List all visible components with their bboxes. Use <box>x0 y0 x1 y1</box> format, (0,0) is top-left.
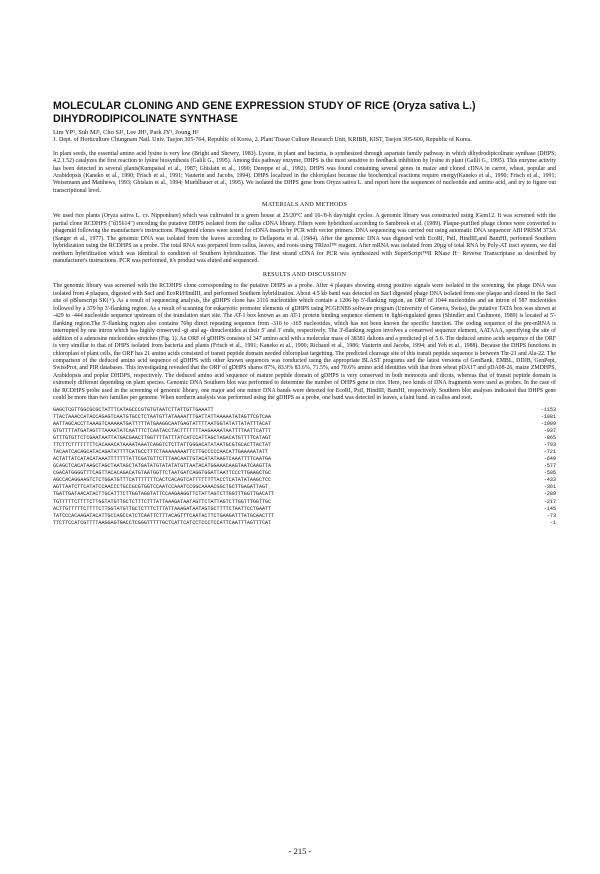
sequence-text: TACAATCACAGCATACAGATATTTTCATGCCTTTCTAAAAAAAATTCTTGCCCCCAACATTGAAAAATATT <box>53 449 269 456</box>
page-number: - 215 - <box>288 846 312 856</box>
sequence-text: TTACTAAACCATACCAGAGTCAATGTGCCTCTAATGTTATAAAATTTGATTATTAAAAATATAGTTCGTCAA <box>53 413 272 420</box>
sequence-text: GTGTTTTATGATAGTTTAAAATATCAATTTCTCAATACCTACTTTTTTTAAGAAAATAATTTTAATTCATTT <box>53 427 272 434</box>
sequence-position: -361 <box>543 484 556 491</box>
sequence-position: -433 <box>543 477 556 484</box>
sequence-line <box>53 484 556 491</box>
sequence-text: AGTTAATCTTCATATCCAACCCTGCCGCGTGGTCCAATCCAAATCCGGCAAAACGGCTGCTTGAGATTAGT <box>53 484 269 491</box>
sequence-text: TATCCCACAAGATACATTGCCAGCCATCTCAATTCTTTACAGTTTCAATACTTCTGAAGATTTATGCAACTTT <box>53 512 275 519</box>
sequence-line <box>53 506 556 513</box>
sequence-position: -217 <box>543 498 556 505</box>
paper-page <box>53 100 556 527</box>
sequence-text: CGACATGGGGTTTCAGTTACACAGACATGTAATGGTTCTAATGATCAGGTGGATTAATTCCCTTGAAGCTGC <box>53 470 272 477</box>
sequence-line <box>53 435 556 442</box>
methods-paragraph: We used rice plants (Oryza sativa L. cv. Nipponbare) which was cultivated in a green house at 25/20°C and 16-/8-h day/night cycles. A genomic library was constructed using lGem12. It was screened with the partial clone RCDHPS ("d15614") encoding the putative DHPS isolated from the callus cDNA library. Filters were hybridized according to Sambrook et al. (1989). Plaque-purified phage clones were converted to phagemid following the manufacture's instructions. Phagemid clones were tested for cDNA inserts by PCR with vector primers. DNA sequencing was carried out using automatic DNA sequencer ABI PRISM 373A (Sanger et al., 1977). The genomic DNA was isolated from the leaves according to Dellaporta et al. (1984). After the genomic DNA was digested with EcoRI, PstI, HindIII,and BamHI, perfomed Southern hybridization using the RCDHPS as a probe. The total RNA was prepared from callus, leaves, and roots using TRIzol™ reagent. After mRNA was isolated from 20µg of total RNA by Poly-AT tract system, we did northern hybridization which was identical to condition of Southern hybridization. The first strand cDNA for PCR was synthesized with SuperScript™II RNase H⁻ Reverse Transcriptase as described by manufacturer's instructions. PCR was performed, it's product was eluted and sequenced. <box>53 213 556 265</box>
sequence-text: AATTAGCACCTTAAAGTCAAAAATGATTTTTATGAAGGCAATGAGTATTTTAATGGTATATTATATTTACAT <box>53 420 272 427</box>
nucleotide-sequence-figure <box>53 407 556 527</box>
sequence-text: ACTATTATCATACATAAATTTTTTTATTCGATGTTCTTTAACAATTGTACATATAAGTCAAATTTTCAATGA <box>53 456 272 463</box>
sequence-text: AGCCACAGGAAGTCTCTGGATGTTTCATTTTTTTCACTCACAGTCATTTTTTTTACCTCATATATAAGCTCC <box>53 477 272 484</box>
sequence-position: -1153 <box>540 406 556 413</box>
sequence-line <box>53 407 556 414</box>
sequence-position: -1081 <box>540 413 556 420</box>
sequence-line <box>53 428 556 435</box>
sequence-position: -1 <box>549 519 556 526</box>
sequence-text: ACTTGTTTTTCTTTTCTTGGTATGTTGCTCTTTCTTTATTAAAGATAATAGTGCTTTTCTAATTCCTGAATT <box>53 505 272 512</box>
sequence-line <box>53 520 556 527</box>
sequence-line <box>53 499 556 506</box>
paper-title: MOLECULAR CLONING AND GENE EXPRESSION STUDY OF RICE (Oryza sativa L.) DIHYDRODIPICOLINATE SYNTHASE <box>53 100 476 125</box>
sequence-line <box>53 414 556 421</box>
sequence-position: -145 <box>543 505 556 512</box>
affiliation: 1. Dept. of Horticulture Chungnam Natl. Univ. Taejon 305-764, Republic of Korea, 2. Plant Tissue Culture Research Unit, KRIBB, KIST, Taejon 305-600, Republic of Korea. <box>53 137 472 143</box>
sequence-line <box>53 442 556 449</box>
results-heading: RESULTS AND DISCUSSION <box>262 271 347 279</box>
sequence-position: -1009 <box>540 420 556 427</box>
sequence-line <box>53 470 556 477</box>
sequence-line <box>53 477 556 484</box>
sequence-position: -937 <box>543 427 556 434</box>
sequence-position: -793 <box>543 442 556 449</box>
sequence-position: -721 <box>543 449 556 456</box>
sequence-line <box>53 463 556 470</box>
sequence-position: -649 <box>543 456 556 463</box>
results-paragraph: The genomic library was screened with the RCDHPS clone corresponding to the putative DHPS as a probe. After 4 plaques showing strong positive signals were isolated in the screening, the phage DNA was isolated from 4 plaques, digested with SacI and EcoRI/HindIII, and performed Southern hybridization. About 4.5 kb band was detected on SacI digested phage DNA isolated from one plaque and cloned in the SacI site of pBluescript SK(+). As a result of sequencing analysis, the gDHPS clone has 3116 nucleotides which contain a 1206 bp 5'-flanking region, an ORF of 1044 nucleotides and an intron of 587 nucleotides followed by a 379 bp 3'-flanking region. As a result of scanning for eukaryotic promoter elements of gDHPS using PCGENE6 software program (University of Geneva, Swiss), the putative TATA box was shown at -429 to -444 nucleotide sequence upstream of the translation start site. The AT-1 box known as an AT-1 protein binding sequence element in light-regulated genes (Shindler and Cashmore, 1989) is located at 5'-flanking region.The 5'-flanking region also contains 76bp direct repeating sequence from -316 to -165 nucleotides, which has not been known the specific function. The coding sequence of the pre-mRNA is interrupted by one intron which has highly conserved -gt and ag- dinucleotides at their 5' and 3' ends, respectively. The 3'-flanking region involves a conserved sequence element, AATAAA, specifying the site of addition of a adenosine nucleotides stretches (Fig. 1). An ORF of gDHPS consists of 347 amino acid with a molecular mass of 38381 daltons and a predicted pI of 5.6. The deduced amino acids sequence of the ORF is very simillar to that of DHPS isolated from bacteria and plants (Frisch et al., 1991; Kaneko et al., 1990; Richaud et al., 1986; Vauterin and Jacobs, 1994; and Yeh et al., 1988). Because the DHPS functions in chloroplast of plant cells, the ORF has 21 amino acids consisted of transit peptide domain needed chloroplast targetting. The predicted cleavage site of this transit peptide sequence is between Thr-21 and Ala-22. The comparison of the deduced amino acid sequence of gDHPS with other known sequences was conducted using the appropriate BLAST programs and the latest versions of GenBank, EMBL, DDJB, GenPept, SwissProt, and PIR databases. This investigating revealed that the ORF of gDHPS shares 87%, 83.9% 83.6%, 71.5%, and 70.6% amino acid identities with that from wheat pDA17 and pDA08-26, maize ZMDHPS, Arabidopsis and poplar DHDPS, respectively. The deduced amino acid sequence of mature peptide domain of gDHPS is very conserved in both monocots and dicots, whereas that of transit peptide domain is extremely different depending on plant species. Genomic DNA Southern blot was performed to determine the number of DHPS gene in rice. Here, two kinds of DNA fragments were used as probes. In the case of the RCDHPS probe used in the screening of genomic library, one major and one minor DNA bands were detected for EcoRI, PstI, HindIII, BamHI, respectively. Southern blot analyses indicated that DHPS gene could be more than two families per genome. When northern analysis was performed using the gDHPS as a probe, one band was detected in leaves, a faint band. in callus and root. <box>53 283 556 402</box>
sequence-line <box>53 449 556 456</box>
sequence-text: TTCTTCTTTTTTTTCACAAACATAAAATAAATCAGGTCTCTTATTGGGACATATAATGCGTGCACTTACTAT <box>53 442 272 449</box>
sequence-line <box>53 491 556 498</box>
methods-heading: MATERIALS AND METHODS <box>262 201 347 209</box>
introduction-paragraph: In plant seeds, the essential amino acid lysine is very low (Bright and Shewry, 1983). Lysine, in plant and bacteria, is synthesized through aspartate family pathway in which dihydrodipicolinate synthase (DHPS; 4.2.1.52) catalyzes the first reaction to lysine biosynthesis (Galili G., 1995). Among this pathway enzyme, DHPS is the most sensitive to feedback inhibition by lysine in plant (Galili G., 1995). This enzyme activity has been detected in several plants(Kumpaisal et al., 1987; Ghislain et al., 1990; Dereppe et al., 1992). DHPS was found containing several genes in maize and cloned cDNA in carrot, wheat, popular and Arabidopsis (Kaneko et al., 1990; Frisch et al., 1991; Vauterin and Jacobs, 1994). DHPS localized in the chloroplast because the biochemical reactions require energy(Kaneko et al., 1990; Frisch et al., 1991; Weisemann and Matthews, 1993; Ghislain et al., 1994; Muehlbauer et al., 1995). We isolated the DHPS gene from Oryza sativa L. and report here the sequences of nucleotide and amino acid, and try to figure out transcriptional level. <box>53 150 556 194</box>
sequence-text: TGATTGATAACATACTTGCATTTCTTGGTAGGTATTCCAAGAAGGTTCTATTAGTCTTGGTTTGGTTGACATT <box>53 491 275 498</box>
sequence-text: TGTTTTTCTTTTCTTGGTATGTTGCTCTTTCTTTATTAAAGATAATAGTTCTATTAGTCTTGGTTTGGTTGC <box>53 498 272 505</box>
sequence-position: -865 <box>543 434 556 441</box>
sequence-text: TTCTTCCATCGTTTTAAGGAGTGACCTCGGGTTTTTGCTCATTCATCCTCCCTCCATTCAATTTAGTTTCAT <box>53 519 272 526</box>
sequence-text: GTTTGTGTTCTCGAATAATTATGACGAACTTGGTTTTATTTATCATCCATTAGCTAGACATGTTTTCATAGT <box>53 434 272 441</box>
sequence-line <box>53 421 556 428</box>
author-list: Lim YP¹, Suh MJ¹, Cho SJ¹, Lee JH¹, Park JY¹, Joung H² <box>53 129 199 136</box>
sequence-position: -289 <box>543 491 556 498</box>
sequence-position: -577 <box>543 463 556 470</box>
sequence-text: GAGCTCGTTGGCGCGCTATTTCATAGCCCGTGTGTAATCTTATTGTTGAAATT <box>53 406 214 413</box>
sequence-position: -73 <box>546 512 556 519</box>
sequence-position: -505 <box>543 470 556 477</box>
sequence-text: GCAGCTCACATAAGCTAGCTAATAGCTATGATATGTATATATGTTAATACATGGAAACAAGTAATCAAGTTA <box>53 463 272 470</box>
sequence-line <box>53 456 556 463</box>
sequence-line <box>53 513 556 520</box>
